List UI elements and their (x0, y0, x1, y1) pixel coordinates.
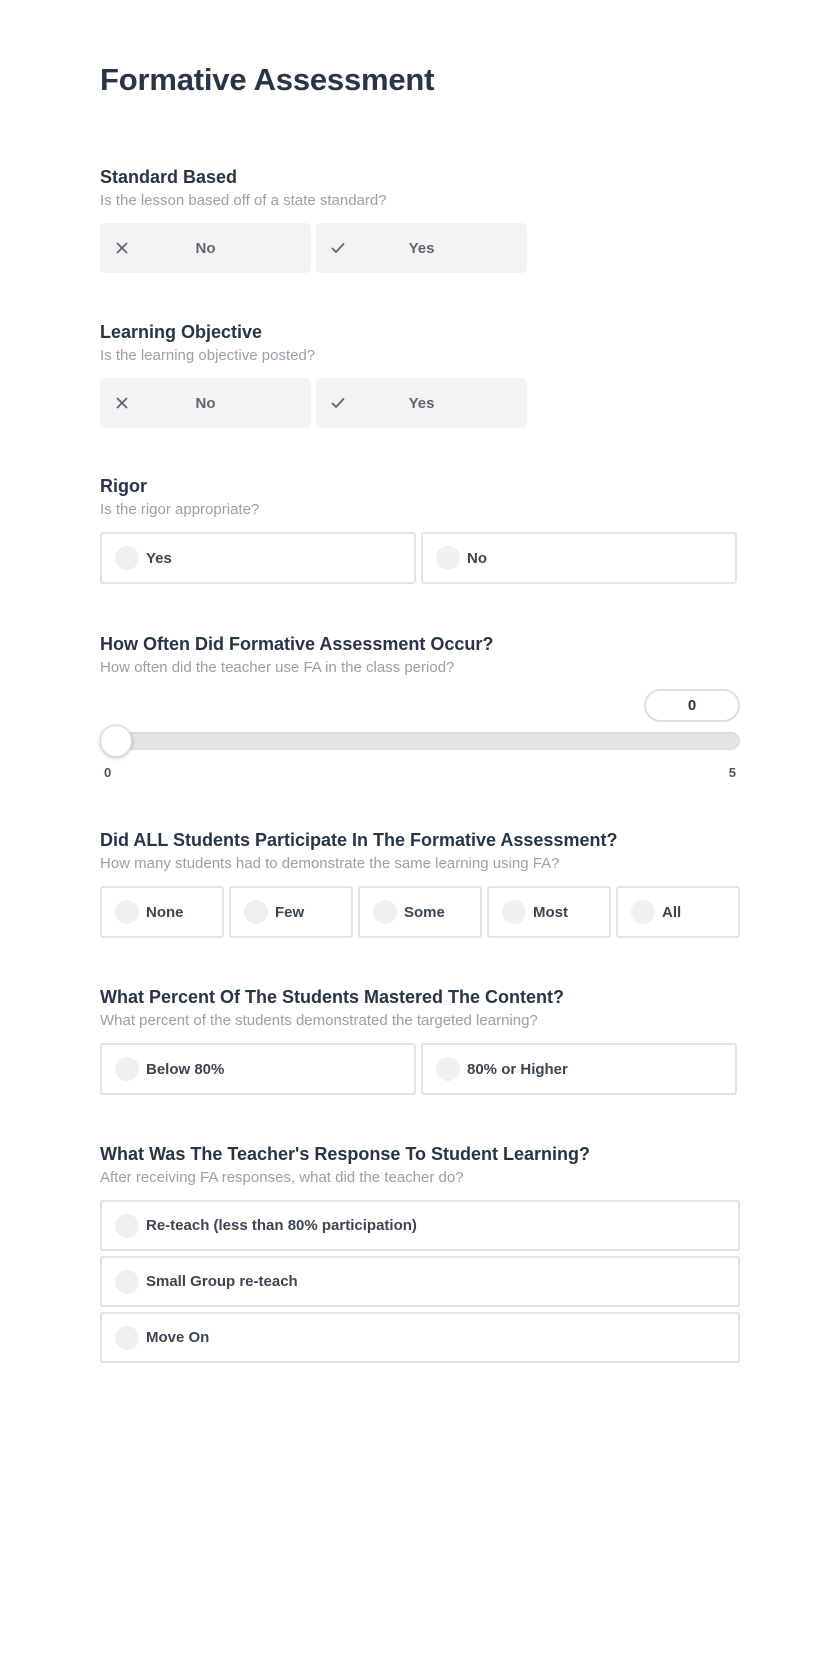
question-subtitle: After receiving FA responses, what did the teacher do? (100, 1169, 464, 1186)
x-icon (114, 240, 130, 256)
slider-value-input[interactable]: 0 (644, 689, 740, 722)
question-title: What Percent Of The Students Mastered The Content? (100, 987, 565, 1007)
question-subtitle: Is the learning objective posted? (100, 347, 316, 364)
question-subtitle: Is the rigor appropriate? (100, 501, 260, 518)
radio-circle-icon (631, 900, 655, 924)
radio-circle-icon (115, 1326, 139, 1350)
rigor-section (100, 475, 740, 567)
radio-circle-icon (115, 1057, 139, 1081)
slider-track[interactable] (100, 732, 740, 750)
question-title: How Often Did Formative Assessment Occur? (100, 634, 494, 654)
learning-objective-no-button[interactable] (100, 378, 311, 428)
radio-group (100, 532, 737, 584)
rigor-option-no[interactable] (421, 532, 737, 584)
response-option-reteach[interactable] (100, 1200, 740, 1251)
question-subtitle: How often did the teacher use FA in the class period? (100, 659, 455, 676)
option-label: 80% or Higher (467, 1060, 568, 1078)
check-icon (330, 395, 346, 411)
participation-option-some[interactable] (358, 886, 482, 938)
learning-objective-section (100, 321, 740, 412)
radio-circle-icon (373, 900, 397, 924)
option-label: Small Group re-teach (146, 1273, 298, 1290)
question-subtitle: Is the lesson based off of a state standard? (100, 192, 387, 209)
toggle-group (100, 378, 527, 428)
option-label: All (662, 903, 682, 921)
fa-frequency-section (100, 633, 740, 780)
check-icon (330, 240, 346, 256)
standard-based-section (100, 166, 740, 257)
radio-group (100, 886, 740, 938)
mastery-option-80-or-higher[interactable] (421, 1043, 737, 1095)
option-label: No (467, 549, 487, 567)
toggle-label: Yes (408, 394, 435, 412)
mastery-option-below-80[interactable] (100, 1043, 416, 1095)
participation-section (100, 829, 740, 921)
radio-circle-icon (436, 546, 460, 570)
radio-group (100, 1200, 740, 1363)
response-option-small-group[interactable] (100, 1256, 740, 1307)
participation-option-few[interactable] (229, 886, 353, 938)
teacher-response-section (100, 1143, 740, 1346)
option-label: Few (275, 903, 305, 921)
radio-circle-icon (502, 900, 526, 924)
slider-max-label: 5 (728, 765, 736, 780)
option-label: Below 80% (146, 1060, 225, 1078)
x-icon (114, 395, 130, 411)
toggle-group (100, 223, 527, 273)
question-title: Learning Objective (100, 322, 263, 342)
slider-min-label: 0 (104, 765, 112, 780)
option-label: Yes (146, 549, 172, 567)
radio-group (100, 1043, 737, 1095)
participation-option-none[interactable] (100, 886, 224, 938)
standard-based-no-button[interactable] (100, 223, 311, 273)
slider-handle[interactable] (100, 725, 132, 757)
radio-circle-icon (115, 546, 139, 570)
radio-circle-icon (244, 900, 268, 924)
option-label: Re-teach (less than 80% participation) (146, 1217, 417, 1234)
radio-circle-icon (115, 900, 139, 924)
standard-based-yes-button[interactable] (316, 223, 527, 273)
question-title: Did ALL Students Participate In The Formative Assessment? (100, 830, 618, 850)
participation-option-all[interactable] (616, 886, 740, 938)
question-subtitle: What percent of the students demonstrated the targeted learning? (100, 1012, 538, 1029)
toggle-label: No (195, 394, 216, 412)
mastery-section (100, 986, 740, 1078)
question-title: Standard Based (100, 167, 238, 187)
radio-circle-icon (115, 1270, 139, 1294)
response-option-move-on[interactable] (100, 1312, 740, 1363)
page-title: Formative Assessment (100, 62, 435, 97)
participation-option-most[interactable] (487, 886, 611, 938)
rigor-option-yes[interactable] (100, 532, 416, 584)
option-label: None (146, 903, 184, 921)
radio-circle-icon (115, 1214, 139, 1238)
option-label: Move On (146, 1329, 210, 1346)
learning-objective-yes-button[interactable] (316, 378, 527, 428)
question-subtitle: How many students had to demonstrate the same learning using FA? (100, 855, 560, 872)
toggle-label: Yes (408, 239, 435, 257)
option-label: Most (533, 903, 568, 921)
option-label: Some (404, 903, 445, 921)
toggle-label: No (195, 239, 216, 257)
radio-circle-icon (436, 1057, 460, 1081)
question-title: Rigor (100, 476, 147, 496)
question-title: What Was The Teacher's Response To Student Learning? (100, 1144, 591, 1164)
